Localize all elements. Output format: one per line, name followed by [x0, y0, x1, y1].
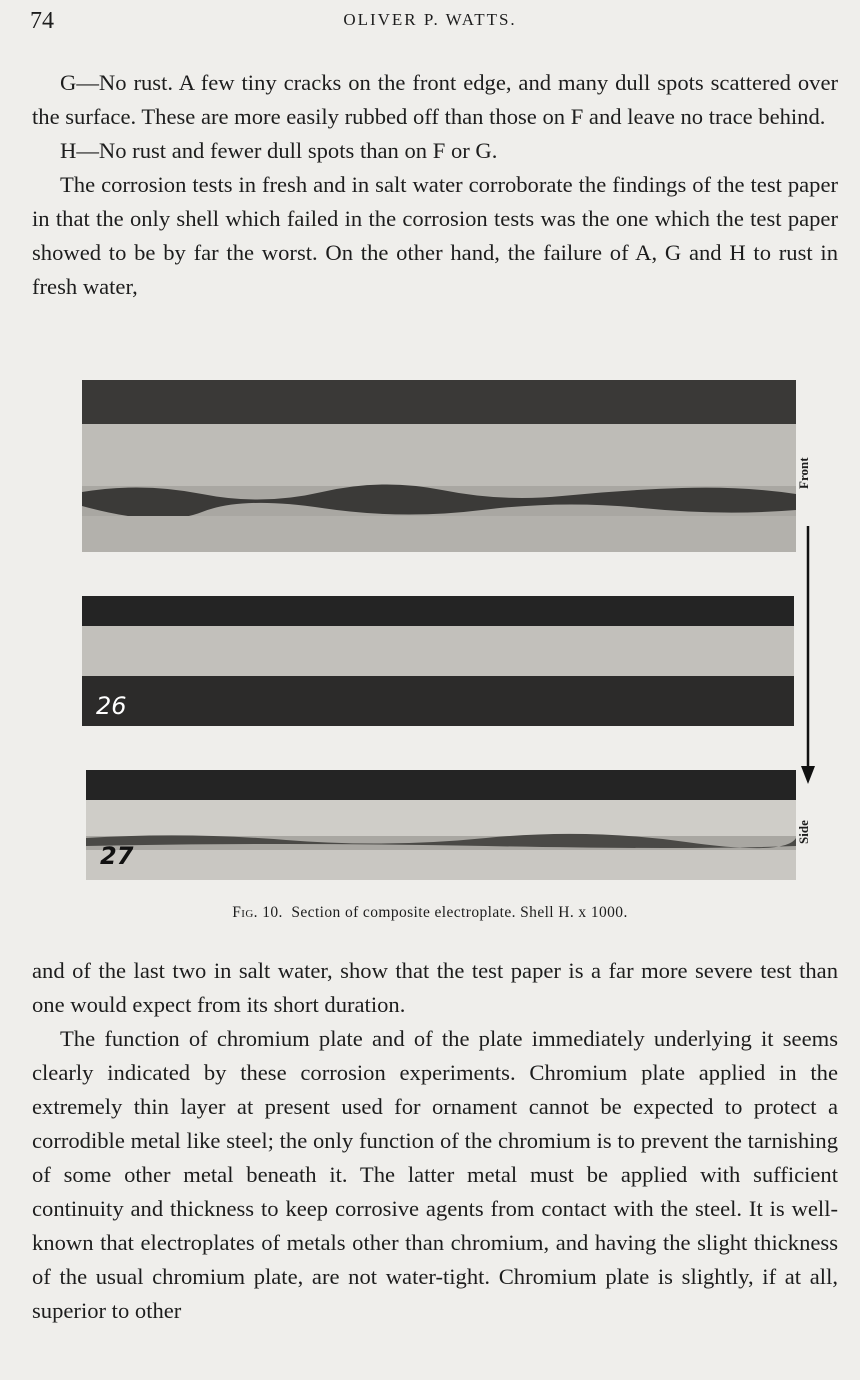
orientation-labels	[796, 380, 824, 880]
plate-layer-wave	[82, 480, 796, 520]
page-number: 74	[30, 8, 54, 34]
body-text-bottom	[32, 954, 838, 1328]
paragraph: The function of chromium plate and of the plate immediately underlying it seems clearly indicated by these corrosion experiments. Chromium plate applied in the extremely thin layer at present used for ornament cannot be expected to protect a corrodible metal like steel; the only function of the chromium is to prevent the tarnishing of some other metal beneath it. The latter metal must be applied with sufficient continuity and thickness to keep corrosive agents from contact with the steel. It is well-known that electroplates of metals other than chromium, and having the slight thickness of the usual chromium plate, are not water-tight. Chromium plate is slightly, if at all, superior to other	[32, 1026, 838, 1323]
paragraph: and of the last two in salt water, show that the test paper is a far more severe test than one would expect from its short duration.	[32, 958, 838, 1017]
micrograph-panel-3	[86, 770, 796, 880]
micrograph-panel-2	[82, 596, 794, 726]
paragraph: H—No rust and fewer dull spots than on F or G.	[60, 138, 498, 163]
panel-label-26: 26	[96, 692, 127, 720]
panel-label-27: 27	[100, 842, 134, 870]
caption-text: Section of composite electroplate. Shell H. x 1000.	[291, 904, 628, 921]
arrow-down-icon	[796, 526, 824, 786]
side-label: Side	[796, 820, 811, 844]
paragraph: G—No rust. A few tiny cracks on the front edge, and many dull spots scattered over the surface. These are more easily rubbed off than those on F and leave no trace behind.	[32, 70, 838, 129]
front-label: Front	[796, 457, 811, 489]
caption-fig-number: Fig. 10.	[232, 904, 283, 921]
page-header	[30, 8, 830, 40]
paragraph: The corrosion tests in fresh and in salt water corroborate the findings of the test paper in that the only shell which failed in the corrosion tests was the one which the test paper showed to be by far the worst. On the other hand, the failure of A, G and H to rust in fresh water,	[32, 172, 838, 299]
micrograph-panel-1	[82, 380, 796, 552]
body-text-top	[32, 66, 838, 304]
figure-caption	[0, 904, 860, 922]
running-head: OLIVER P. WATTS.	[343, 10, 517, 29]
micrograph-figure	[82, 380, 798, 880]
plate-layer-wave	[86, 830, 796, 852]
